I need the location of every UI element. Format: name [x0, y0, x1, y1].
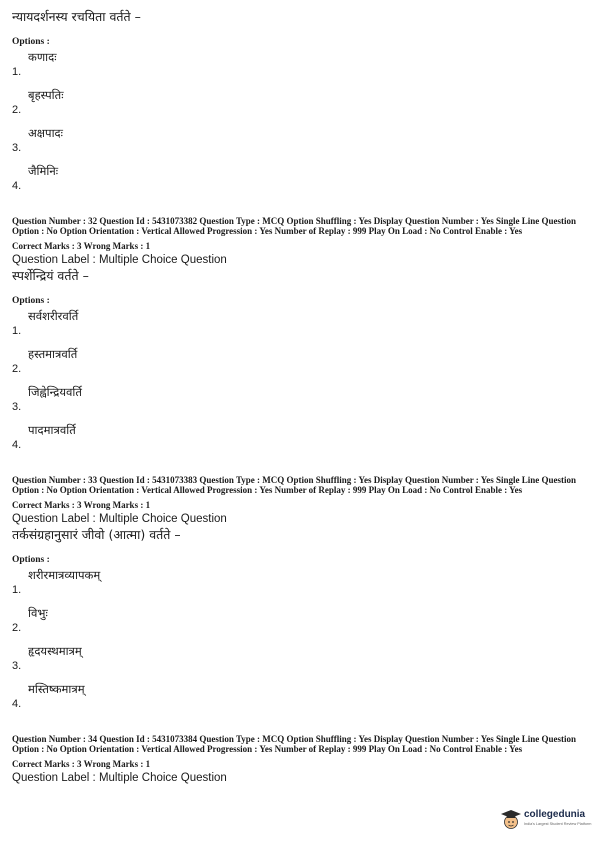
option-4: [12, 680, 582, 718]
option-2: [12, 86, 582, 124]
option-text: सर्वशरीरवर्ति: [28, 309, 79, 323]
option-3: [12, 642, 582, 680]
question-meta: Question Number : 32 Question Id : 5431073382 Question Type : MCQ Option Shuffling : Yes Display Question Number : Yes Single Line Question Option : No Option Orientation : Vertical Allowed Progression : Yes Number of Replay : 999 Play On Load : No Control Enable : Yes: [12, 216, 576, 236]
option-number: 2.: [12, 104, 22, 116]
question-marks: Correct Marks : 3 Wrong Marks : 1: [12, 759, 151, 769]
options-label: Options :: [12, 37, 50, 47]
option-1: [12, 48, 582, 86]
option-text: शरीरमात्रव्यापकम्: [28, 568, 101, 582]
option-text: बृहस्पतिः: [28, 88, 64, 102]
option-text: अक्षपादः: [28, 126, 63, 140]
document-page: [12, 8, 582, 785]
option-number: 1.: [12, 584, 22, 596]
option-number: 1.: [12, 66, 22, 78]
option-3: [12, 124, 582, 162]
option-text: जैमिनिः: [28, 164, 59, 178]
options-label: Options :: [12, 296, 50, 306]
option-1: [12, 566, 582, 604]
question-34: [12, 734, 582, 785]
option-text: हस्तमात्रवर्ति: [28, 347, 78, 361]
option-1: [12, 307, 582, 345]
logo-brand: collegedunia: [524, 809, 586, 820]
option-4: [12, 162, 582, 200]
option-number: 1.: [12, 325, 22, 337]
option-number: 4.: [12, 698, 22, 710]
question-label: Question Label : Multiple Choice Question: [12, 772, 227, 784]
option-text: जिह्वेन्द्रियवर्ति: [28, 385, 82, 399]
question-33: [12, 475, 582, 718]
question-label: Question Label : Multiple Choice Question: [12, 513, 227, 525]
question-text: स्पर्शेन्द्रियं वर्तते –: [12, 268, 89, 283]
option-3: [12, 383, 582, 421]
question-meta: Question Number : 33 Question Id : 5431073383 Question Type : MCQ Option Shuffling : Yes Display Question Number : Yes Single Line Question Option : No Option Orientation : Vertical Allowed Progression : Yes Number of Replay : 999 Play On Load : No Control Enable : Yes: [12, 475, 576, 495]
option-text: हृदयस्थमात्रम्: [28, 644, 82, 658]
question-marks: Correct Marks : 3 Wrong Marks : 1: [12, 241, 151, 251]
option-number: 2.: [12, 363, 22, 375]
question-marks: Correct Marks : 3 Wrong Marks : 1: [12, 500, 151, 510]
option-number: 2.: [12, 622, 22, 634]
option-number: 3.: [12, 401, 22, 413]
option-2: [12, 345, 582, 383]
option-text: मस्तिष्कमात्रम्: [28, 682, 85, 696]
option-number: 3.: [12, 142, 22, 154]
option-text: कणादः: [28, 50, 57, 64]
option-number: 3.: [12, 660, 22, 672]
question-meta: Question Number : 34 Question Id : 5431073384 Question Type : MCQ Option Shuffling : Yes Display Question Number : Yes Single Line Question Option : No Option Orientation : Vertical Allowed Progression : Yes Number of Replay : 999 Play On Load : No Control Enable : Yes: [12, 734, 576, 754]
option-2: [12, 604, 582, 642]
question-31: [12, 8, 582, 200]
question-text: न्यायदर्शनस्य रचयिता वर्तते –: [12, 9, 141, 24]
graduate-mascot-icon: [500, 808, 522, 830]
logo-tagline: India's Largest Student Review Platform: [524, 822, 592, 826]
option-4: [12, 421, 582, 459]
option-number: 4.: [12, 180, 22, 192]
question-label: Question Label : Multiple Choice Question: [12, 254, 227, 266]
option-text: विभुः: [28, 606, 48, 620]
options-label: Options :: [12, 555, 50, 565]
collegedunia-logo: [500, 806, 592, 834]
option-text: पादमात्रवर्ति: [28, 423, 76, 437]
question-text: तर्कसंग्रहानुसारं जीवो (आत्मा) वर्तते –: [12, 527, 181, 542]
option-number: 4.: [12, 439, 22, 451]
question-32: [12, 216, 582, 459]
